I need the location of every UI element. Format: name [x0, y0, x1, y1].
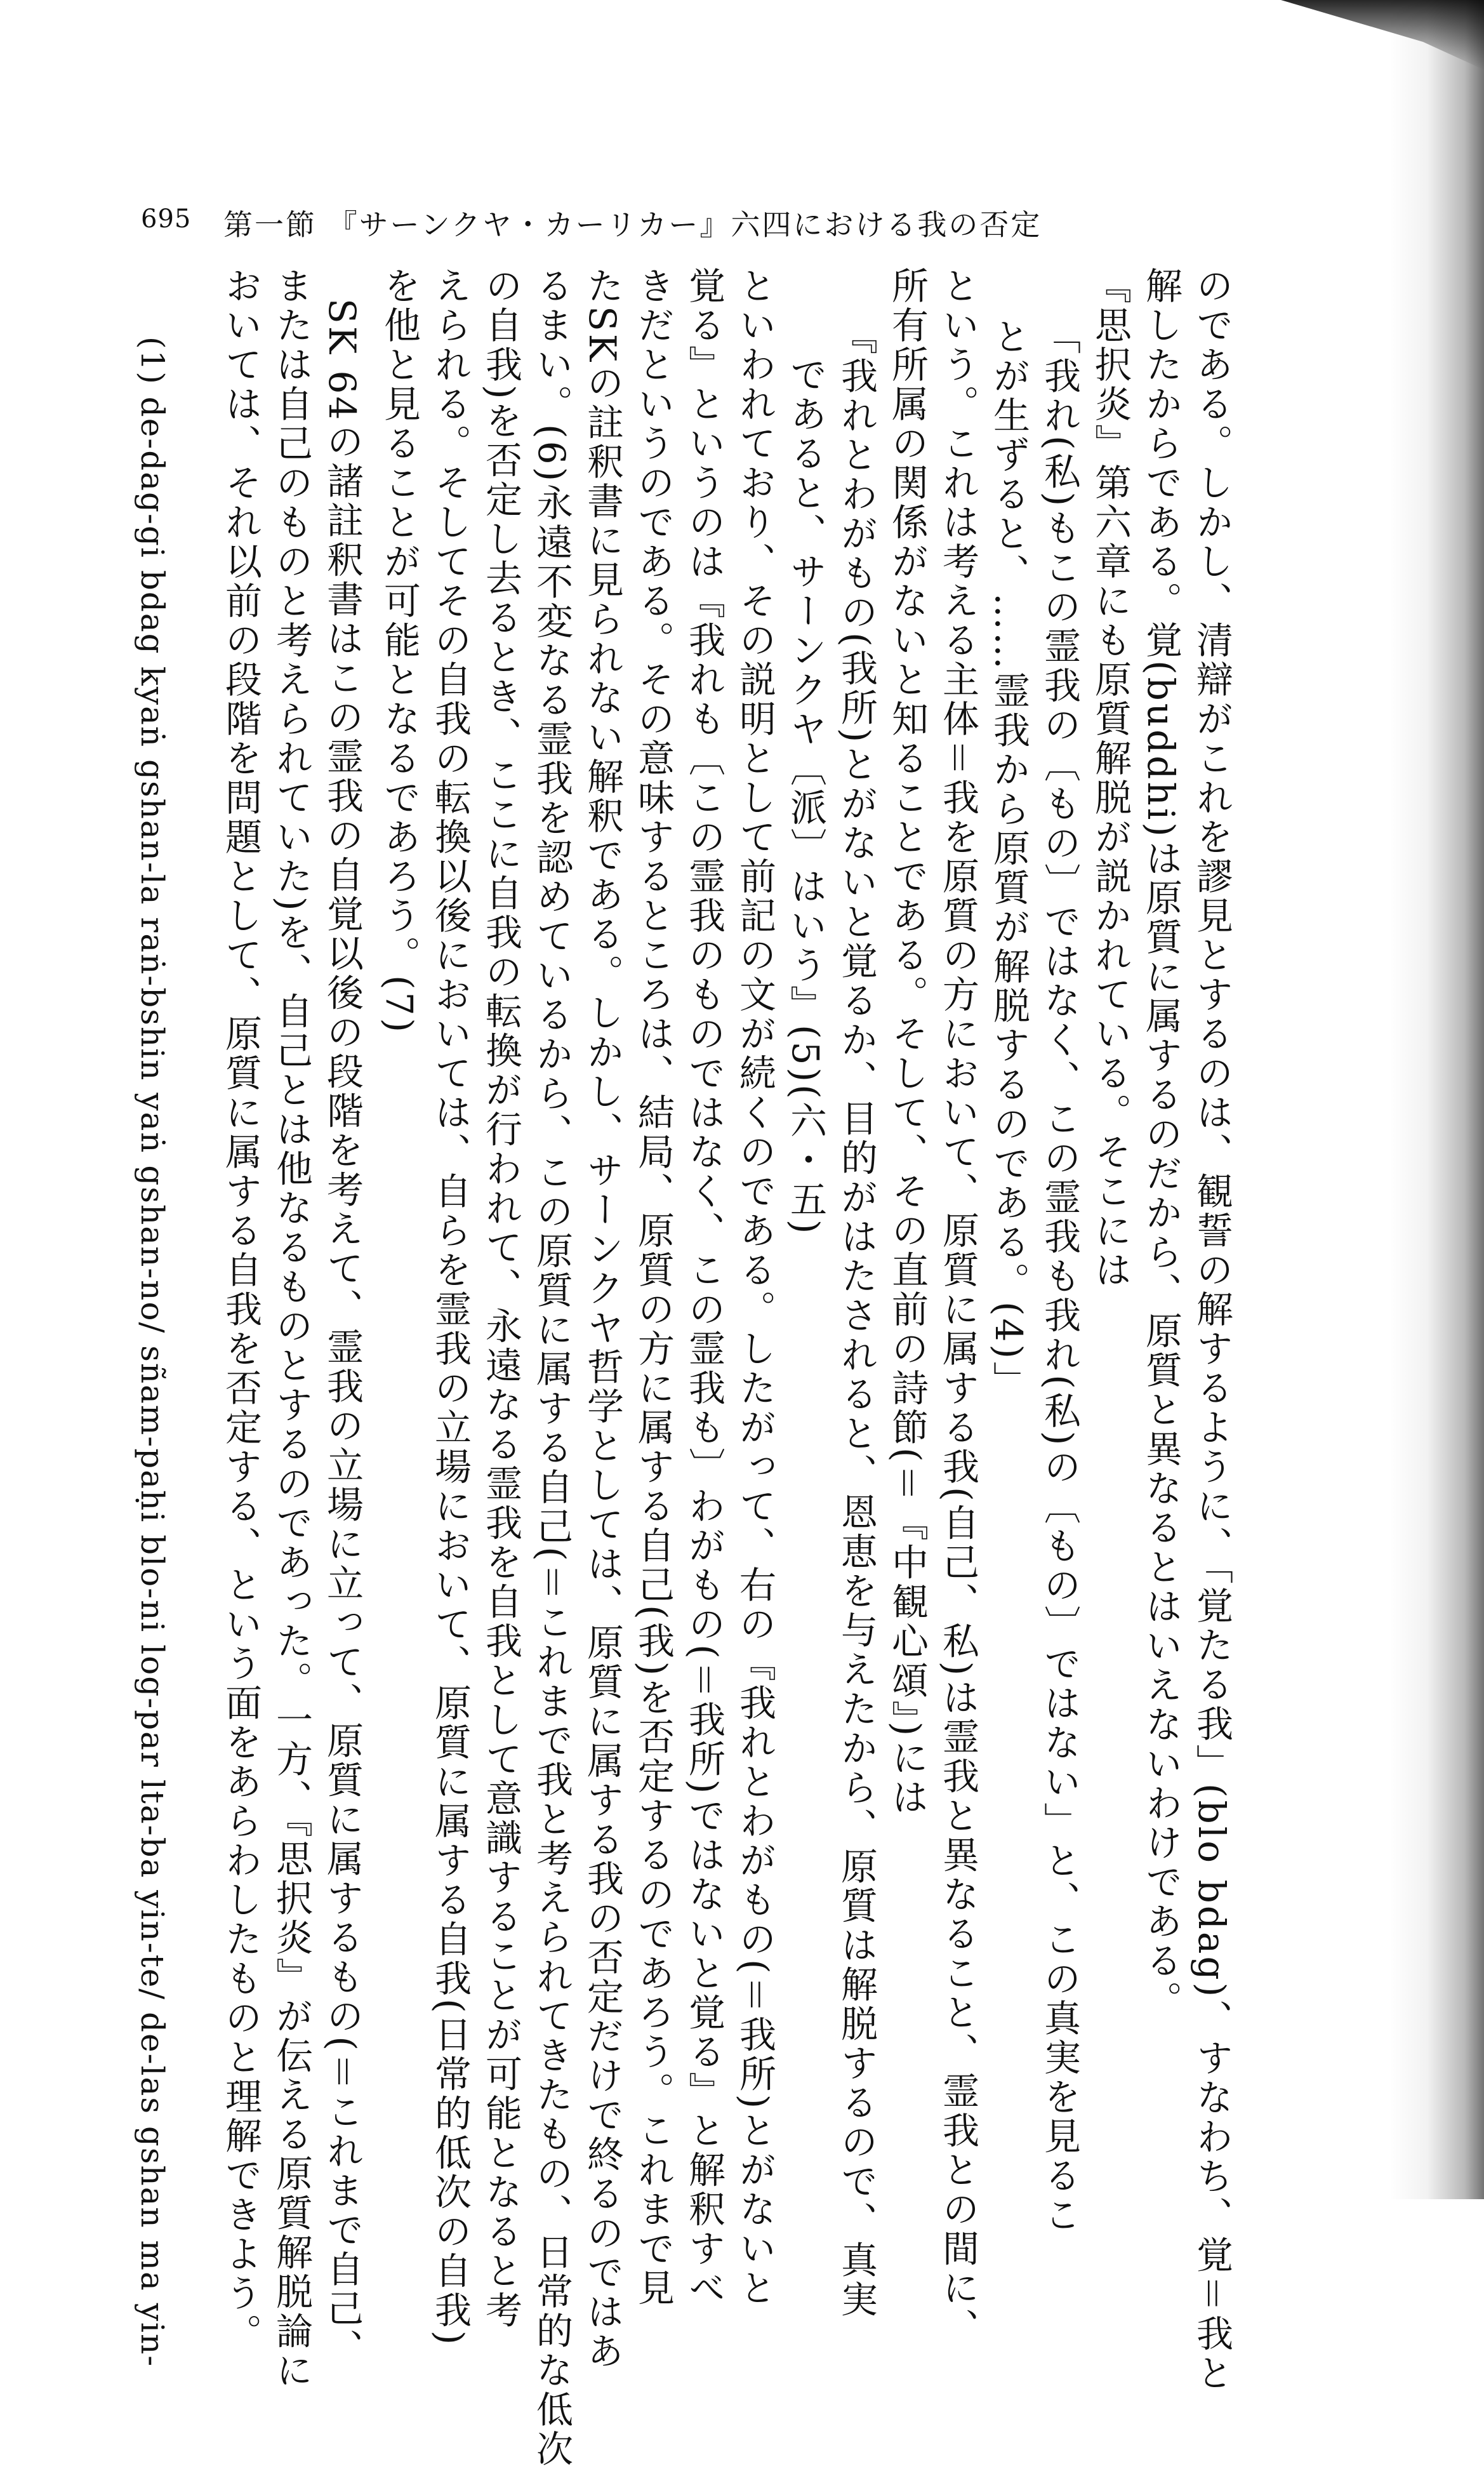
text-column: といわれており、その説明として前記の文が続くのである。したがって、右の『我れとわがもの(＝我所)とがないと: [733, 267, 776, 2308]
text-column: 『我れとわがもの(我所)とがないと覚るか、目的がはたされると、恩恵を与えたから、原質は解脱するので、真実: [835, 317, 878, 2320]
text-column: 所有所属の関係がないと知ることである。そして、その直前の詩節(＝『中観心頌』)には: [885, 267, 929, 1818]
footnote-number: (1): [134, 336, 171, 385]
text-column: とが生ずると、……霊我から原質が解脱するのである。(4)」: [987, 317, 1030, 1401]
text-column: 解したからである。覚(buddhi)は原質に属するのだから、原質と異なるとはいえないわけである。: [1139, 267, 1183, 2020]
text-column: の自我)を否定し去るとき、ここに自我の転換が行われて、永遠なる霊我を自我として意識することが可能となると考: [479, 267, 522, 2331]
text-column: 『思択炎』第六章にも原質解脱が説かれている。そこには: [1089, 267, 1132, 1290]
text-column: という。これは考える主体＝我を原質の方において、原質に属する我(自己、私)は霊我と異なること、霊我との間に、: [936, 267, 979, 2348]
scan-edge-shadow: [1389, 0, 1484, 2199]
text-column: のである。しかし、清辯がこれを謬見とするのは、観誓の解するように、「覚たる我」(blo bdag)、すなわち、覚＝我と: [1190, 267, 1233, 2393]
footnote-text: de-dag-gi bdag kyaṅ gshan-la raṅ-bshin yaṅ gshan-no/ sñam-paḥi blo-ni log-par lta-ba yin-te/ de-las gshan ma yin-: [134, 396, 171, 2368]
running-title: 第一節 『サーンクヤ・カーリカー』六四における我の否定: [223, 208, 1042, 242]
text-column: SK 64の諸註釈書はこの霊我の自覚以後の段階を考えて、霊我の立場に立って、原質に属するもの(＝これまで自己、: [321, 298, 364, 2368]
text-column: 「我れ(私)もこの霊我の〔もの〕ではなく、この霊我も我れ(私)の〔もの〕ではない」と、この真実を見るこ: [1038, 317, 1081, 2235]
text-column: 覚る』というのは『我れも〔この霊我のものではなく、この霊我も〕わがもの(＝我所)ではないと覚る』と解釈すべ: [682, 267, 725, 2308]
text-column: または自己のものと考えられていた)を、自己とは他なるものとするのであった。一方、『思択炎』が伝える原質解脱論に: [270, 267, 313, 2391]
text-column: るまい。(6)永遠不変なる霊我を認めているから、この原質に属する自己(＝これまで我と考えられてきたもの、日常的な低次: [530, 267, 573, 2469]
text-column: であると、サーンクヤ〔派〕はいう』(5)(六・五): [784, 356, 827, 1237]
text-column: きだというのである。その意味するところは、結局、原質の方に属する自己(我)を否定するのであろう。これまで見: [632, 267, 675, 2308]
text-column: えられる。そしてその自我の転換以後においては、自らを霊我の立場において、原質に属する自我(日常的低次の自我): [428, 267, 472, 2348]
footnote-mark: [134, 336, 171, 2368]
text-column: たSKの註釈書に見られない解釈である。しかし、サーンクヤ哲学としては、原質に属する我の否定だけで終るのではあ: [581, 267, 624, 2372]
page-number: 695: [141, 204, 192, 234]
text-column: おいては、それ以前の段階を問題として、原質に属する自我を否定する、という面をあらわしたものと理解できよう。: [219, 267, 262, 2353]
text-column: を他と見ることが可能となるであろう。(7): [378, 267, 421, 1035]
